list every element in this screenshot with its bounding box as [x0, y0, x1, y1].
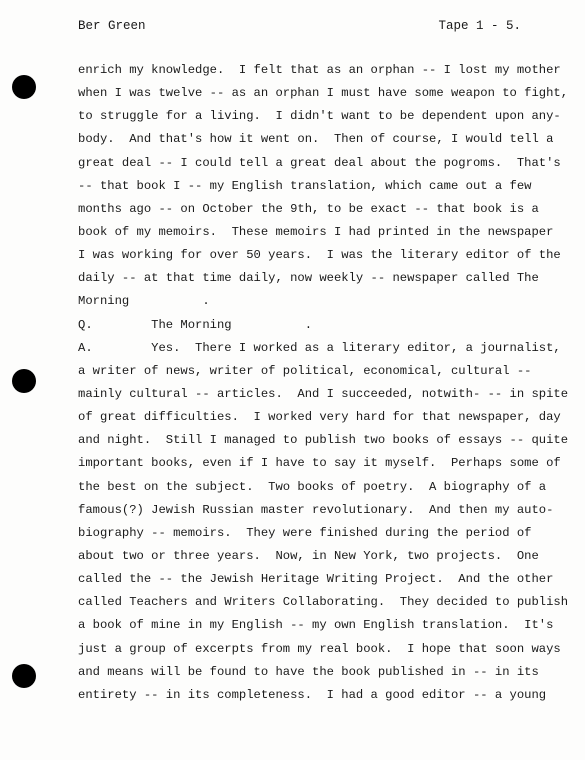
binder-hole: [12, 75, 36, 99]
text-line: months ago -- on October the 9th, to be exact -- that book is a: [78, 201, 539, 216]
text-line: about two or three years. Now, in New York, two projects. One: [78, 548, 539, 563]
text-line: book of my memoirs. These memoirs I had printed in the newspaper: [78, 224, 554, 239]
binder-hole: [12, 664, 36, 688]
text-line: when I was twelve -- as an orphan I must have some weapon to fight,: [78, 86, 569, 101]
text-line: the best on the subject. Two books of poetry. A biography of a: [78, 479, 547, 494]
answer-line: A. Yes. There I worked as a literary editor, a journalist,: [78, 340, 561, 355]
text-line: a book of mine in my English -- my own English translation. It's: [78, 618, 554, 633]
text-line: entirety -- in its completeness. I had a good editor -- a young: [78, 687, 547, 702]
text-line: body. And that's how it went on. Then of course, I would tell a: [78, 132, 554, 147]
text-line: daily -- at that time daily, now weekly -- newspaper called The: [78, 271, 539, 286]
text-line: -- that book I -- my English translation, which came out a few: [78, 178, 532, 193]
text-line: of great difficulties. I worked very hard for that newspaper, day: [78, 410, 561, 425]
transcript-body: [78, 59, 569, 707]
text-line: important books, even if I have to say it myself. Perhaps some of: [78, 456, 561, 471]
text-line: Morning .: [78, 294, 210, 309]
text-line: enrich my knowledge. I felt that as an orphan -- I lost my mother: [78, 63, 561, 77]
text-line: biography -- memoirs. They were finished during the period of: [78, 525, 532, 540]
tape-reference: Tape 1 - 5.: [438, 19, 521, 33]
page-header: [78, 19, 521, 33]
text-line: to struggle for a living. I didn't want to be dependent upon any-: [78, 109, 561, 124]
text-line: just a group of excerpts from my real book. I hope that soon ways: [78, 641, 561, 656]
text-line: and night. Still I managed to publish two books of essays -- quite: [78, 433, 569, 448]
binder-hole: [12, 369, 36, 393]
text-line: a writer of news, writer of political, economical, cultural --: [78, 363, 532, 378]
text-line: called Teachers and Writers Collaborating. They decided to publish: [78, 595, 569, 610]
speaker-name: Ber Green: [78, 19, 146, 33]
text-line: I was working for over 50 years. I was the literary editor of the: [78, 248, 561, 263]
text-line: mainly cultural -- articles. And I succeeded, notwith- -- in spite: [78, 386, 569, 401]
question-line: Q. The Morning .: [78, 317, 313, 332]
text-line: famous(?) Jewish Russian master revolutionary. And then my auto-: [78, 502, 554, 517]
text-line: great deal -- I could tell a great deal about the pogroms. That's: [78, 155, 561, 170]
text-line: called the -- the Jewish Heritage Writing Project. And the other: [78, 572, 554, 587]
text-line: and means will be found to have the book published in -- in its: [78, 664, 539, 679]
